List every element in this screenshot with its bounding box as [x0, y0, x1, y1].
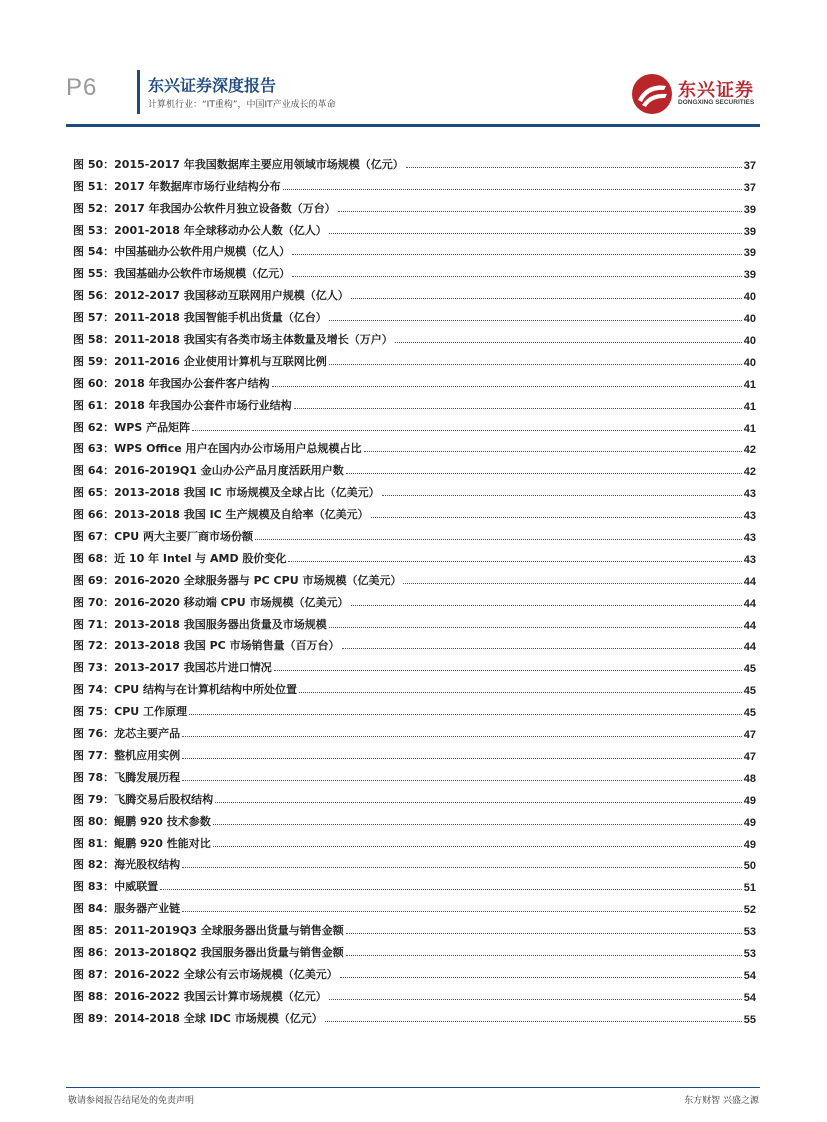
toc-entry-label: 图 83：中威联置 [73, 880, 159, 894]
toc-dot-leader [351, 604, 742, 606]
toc-dot-leader [346, 954, 742, 956]
toc-entry[interactable] [73, 938, 756, 960]
toc-entry-page: 37 [743, 159, 756, 172]
toc-entry-label: 图 58：2011-2018 我国实有各类市场主体数量及增长（万户） [73, 333, 393, 347]
toc-entry-label: 图 62：WPS 产品矩阵 [73, 420, 191, 434]
toc-entry[interactable] [73, 785, 756, 807]
toc-entry[interactable] [73, 697, 756, 719]
logo-text: 东兴证券 [678, 80, 754, 101]
toc-entry-label: 图 72：2013-2018 我国 PC 市场销售量（百万台） [73, 639, 340, 653]
toc-entry[interactable] [73, 675, 756, 697]
toc-entry-page: 40 [743, 291, 756, 304]
toc-entry-label: 图 55：我国基础办公软件市场规模（亿元） [73, 267, 291, 281]
toc-entry[interactable] [73, 347, 756, 369]
toc-entry-page: 44 [743, 597, 756, 610]
toc-entry-label: 图 60：2018 年我国办公套件客户结构 [73, 376, 270, 390]
toc-entry[interactable] [73, 872, 756, 894]
toc-dot-leader [329, 232, 742, 234]
toc-entry-page: 43 [743, 553, 756, 566]
toc-dot-leader [255, 538, 742, 540]
toc-dot-leader [213, 845, 742, 847]
toc-entry-page: 40 [743, 356, 756, 369]
toc-entry[interactable] [73, 588, 756, 610]
toc-entry[interactable] [73, 259, 756, 281]
toc-entry[interactable] [73, 566, 756, 588]
toc-dot-leader [346, 932, 742, 934]
disclaimer-note: 敬请参阅报告结尾处的免责声明 [68, 1096, 195, 1106]
logo-subtext: DONGXING SECURITIES [678, 99, 755, 106]
toc-entry-page: 52 [743, 904, 756, 917]
footer-rule [66, 1087, 760, 1088]
toc-entry-page: 42 [743, 466, 756, 479]
toc-dot-leader [160, 888, 742, 890]
toc-dot-leader [213, 823, 742, 825]
toc-entry-page: 43 [743, 488, 756, 501]
toc-dot-leader [299, 691, 742, 693]
toc-dot-leader [403, 582, 741, 584]
toc-entry-label: 图 82：海光股权结构 [73, 858, 181, 872]
toc-entry-page: 50 [743, 860, 756, 873]
toc-dot-leader [292, 253, 742, 255]
toc-entry[interactable] [73, 478, 756, 500]
toc-entry-label: 图 66：2013-2018 我国 IC 生产规模及自给率（亿美元） [73, 508, 369, 522]
logo-emblem-icon [630, 72, 674, 116]
toc-entry-label: 图 84：服务器产业链 [73, 902, 181, 916]
toc-entry[interactable] [73, 763, 756, 785]
toc-entry[interactable] [73, 610, 756, 632]
toc-entry-page: 39 [743, 225, 756, 238]
toc-dot-leader [329, 363, 742, 365]
toc-entry-label: 图 77：整机应用实例 [73, 748, 181, 762]
toc-entry-label: 图 74：CPU 结构与在计算机结构中所处位置 [73, 683, 298, 697]
toc-entry-page: 49 [743, 838, 756, 851]
toc-entry-label: 图 59：2011-2016 企业使用计算机与互联网比例 [73, 354, 327, 368]
toc-entry[interactable] [73, 719, 756, 741]
report-title: 东兴证券深度报告 [148, 76, 277, 95]
toc-dot-leader [406, 166, 742, 168]
toc-entry-page: 41 [743, 422, 756, 435]
toc-entry-label: 图 65：2013-2018 我国 IC 市场规模及全球占比（亿美元） [73, 486, 380, 500]
toc-entry[interactable] [73, 982, 756, 1004]
toc-dot-leader [395, 341, 742, 343]
toc-dot-leader [283, 188, 742, 190]
page-number: P6 [66, 74, 98, 101]
toc-entry-page: 44 [743, 619, 756, 632]
toc-dot-leader [346, 472, 742, 474]
toc-entry-page: 45 [743, 663, 756, 676]
toc-entry[interactable] [73, 741, 756, 763]
toc-entry[interactable] [73, 238, 756, 260]
toc-entry-label: 图 79：飞腾交易后股权结构 [73, 792, 214, 806]
toc-entry-page: 42 [743, 444, 756, 457]
toc-entry-label: 图 53：2001-2018 年全球移动办公人数（亿人） [73, 223, 327, 237]
toc-entry-label: 图 54：中国基础办公软件用户规模（亿人） [73, 245, 291, 259]
toc-entry-page: 39 [743, 203, 756, 216]
toc-entry-page: 39 [743, 269, 756, 282]
toc-entry-page: 39 [743, 247, 756, 260]
toc-entry-page: 45 [743, 707, 756, 720]
toc-entry[interactable] [73, 456, 756, 478]
toc-dot-leader [329, 998, 742, 1000]
toc-dot-leader [182, 910, 742, 912]
toc-entry-page: 54 [743, 991, 756, 1004]
toc-entry-label: 图 78：飞腾发展历程 [73, 770, 181, 784]
toc-entry[interactable] [73, 194, 756, 216]
toc-entry[interactable] [73, 894, 756, 916]
toc-entry-page: 40 [743, 335, 756, 348]
toc-dot-leader [272, 385, 742, 387]
toc-dot-leader [215, 801, 742, 803]
toc-entry[interactable] [73, 1004, 756, 1026]
toc-dot-leader [329, 319, 742, 321]
figure-index [73, 150, 756, 1026]
toc-dot-leader [189, 713, 742, 715]
toc-entry-label: 图 81：鲲鹏 920 性能对比 [73, 836, 211, 850]
toc-entry-label: 图 75：CPU 工作原理 [73, 705, 188, 719]
toc-dot-leader [274, 669, 742, 671]
toc-entry-page: 49 [743, 794, 756, 807]
toc-entry-label: 图 57：2011-2018 我国智能手机出货量（亿台） [73, 311, 327, 325]
toc-entry-page: 48 [743, 772, 756, 785]
toc-dot-leader [292, 275, 742, 277]
toc-entry-label: 图 87：2016-2022 全球公有云市场规模（亿美元） [73, 967, 338, 981]
toc-entry[interactable] [73, 303, 756, 325]
toc-entry-page: 47 [743, 750, 756, 763]
toc-dot-leader [294, 407, 742, 409]
toc-entry[interactable] [73, 807, 756, 829]
toc-entry[interactable] [73, 325, 756, 347]
toc-entry-label: 图 50：2015-2017 年我国数据库主要应用领域市场规模（亿元） [73, 157, 404, 171]
toc-entry[interactable] [73, 851, 756, 873]
toc-dot-leader [182, 866, 742, 868]
toc-entry-label: 图 64：2016-2019Q1 金山办公产品月度活跃用户数 [73, 464, 344, 478]
toc-entry-label: 图 63：WPS Office 用户在国内办公市场用户总规模占比 [73, 442, 362, 456]
toc-entry[interactable] [73, 150, 756, 172]
toc-entry-label: 图 69：2016-2020 全球服务器与 PC CPU 市场规模（亿美元） [73, 573, 402, 587]
toc-entry[interactable] [73, 413, 756, 435]
toc-dot-leader [325, 1020, 742, 1022]
toc-dot-leader [364, 450, 742, 452]
toc-entry-page: 41 [743, 400, 756, 413]
toc-entry-label: 图 88：2016-2022 我国云计算市场规模（亿元） [73, 989, 327, 1003]
toc-entry-page: 49 [743, 816, 756, 829]
toc-entry-label: 图 71：2013-2018 我国服务器出货量及市场规模 [73, 617, 327, 631]
toc-entry-page: 47 [743, 729, 756, 742]
toc-entry[interactable] [73, 500, 756, 522]
toc-entry[interactable] [73, 960, 756, 982]
toc-dot-leader [340, 976, 742, 978]
toc-entry-page: 45 [743, 685, 756, 698]
toc-entry-label: 图 80：鲲鹏 920 技术参数 [73, 814, 211, 828]
toc-entry[interactable] [73, 653, 756, 675]
toc-entry-page: 55 [743, 1013, 756, 1026]
toc-entry[interactable] [73, 391, 756, 413]
toc-dot-leader [182, 757, 742, 759]
toc-dot-leader [338, 210, 742, 212]
header-rule [66, 124, 760, 127]
toc-entry-label: 图 70：2016-2020 移动端 CPU 市场规模（亿美元） [73, 595, 349, 609]
toc-dot-leader [329, 626, 742, 628]
toc-entry-label: 图 76：龙芯主要产品 [73, 727, 181, 741]
toc-entry[interactable] [73, 216, 756, 238]
toc-entry-label: 图 85：2011-2019Q3 全球服务器出货量与销售金额 [73, 924, 344, 938]
toc-entry-label: 图 61：2018 年我国办公套件市场行业结构 [73, 398, 292, 412]
toc-entry-label: 图 52：2017 年我国办公软件月独立设备数（万台） [73, 201, 336, 215]
toc-entry-page: 40 [743, 313, 756, 326]
toc-dot-leader [288, 560, 741, 562]
toc-entry-label: 图 51：2017 年数据库市场行业结构分布 [73, 179, 281, 193]
toc-entry-page: 53 [743, 926, 756, 939]
toc-entry-page: 51 [743, 882, 756, 895]
toc-entry-label: 图 56：2012-2017 我国移动互联网用户规模（亿人） [73, 289, 349, 303]
toc-dot-leader [371, 516, 742, 518]
header-divider [137, 70, 140, 114]
toc-dot-leader [382, 494, 742, 496]
toc-dot-leader [192, 429, 742, 431]
toc-entry-page: 44 [743, 575, 756, 588]
toc-entry[interactable] [73, 632, 756, 654]
toc-entry-page: 41 [743, 378, 756, 391]
company-slogan: 东方财智 兴盛之源 [684, 1096, 759, 1106]
toc-entry[interactable] [73, 435, 756, 457]
toc-entry-label: 图 86：2013-2018Q2 我国服务器出货量与销售金额 [73, 945, 344, 959]
toc-entry-page: 44 [743, 641, 756, 654]
toc-entry[interactable] [73, 544, 756, 566]
toc-entry-label: 图 68：近 10 年 Intel 与 AMD 股价变化 [73, 551, 287, 565]
toc-entry-label: 图 67：CPU 两大主要厂商市场份额 [73, 530, 254, 544]
toc-entry[interactable] [73, 369, 756, 391]
toc-dot-leader [351, 297, 742, 299]
toc-dot-leader [182, 779, 742, 781]
toc-entry-page: 43 [743, 510, 756, 523]
toc-entry-page: 37 [743, 181, 756, 194]
company-logo [630, 72, 760, 116]
toc-entry[interactable] [73, 522, 756, 544]
report-subtitle: 计算机行业：“IT重构”，中国IT产业成长的革命 [148, 100, 336, 110]
toc-entry-page: 54 [743, 969, 756, 982]
toc-entry-page: 43 [743, 532, 756, 545]
toc-entry-label: 图 89：2014-2018 全球 IDC 市场规模（亿元） [73, 1011, 323, 1025]
toc-entry[interactable] [73, 172, 756, 194]
toc-entry[interactable] [73, 916, 756, 938]
toc-dot-leader [182, 735, 742, 737]
toc-entry[interactable] [73, 281, 756, 303]
toc-dot-leader [342, 647, 742, 649]
toc-entry[interactable] [73, 829, 756, 851]
toc-entry-page: 53 [743, 947, 756, 960]
toc-entry-label: 图 73：2013-2017 我国芯片进口情况 [73, 661, 272, 675]
